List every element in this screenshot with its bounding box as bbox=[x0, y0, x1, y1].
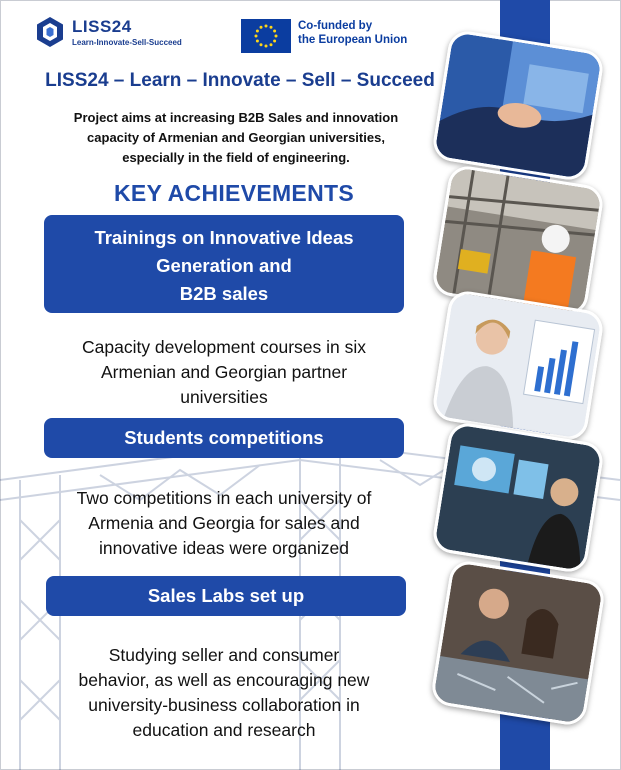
project-aims bbox=[26, 108, 446, 168]
analyst-woman-photo bbox=[431, 289, 606, 443]
eu-line-1: Co-funded by bbox=[298, 20, 373, 32]
eu-line-2: the European Union bbox=[298, 34, 408, 46]
text-line: Armenian and Georgian partner bbox=[100, 362, 348, 382]
eu-cofunded-text bbox=[298, 19, 418, 47]
heading-line: Generation and bbox=[156, 255, 292, 276]
text-line: Capacity development courses in six bbox=[81, 337, 367, 357]
logo-tagline: Learn-Innovate-Sell-Succeed bbox=[72, 38, 182, 47]
aims-line: capacity of Armenian and Georgian universities, bbox=[87, 130, 385, 145]
eu-flag-icon bbox=[241, 19, 291, 53]
text-line: Two competitions in each university of bbox=[76, 488, 372, 508]
text-line: university-business collaboration in bbox=[88, 695, 360, 715]
liss24-logo-icon bbox=[34, 16, 66, 48]
engineer-screens-photo bbox=[431, 421, 606, 575]
heading-line: B2B sales bbox=[179, 283, 269, 304]
liss24-logo bbox=[34, 14, 224, 54]
text-line: Studying seller and consumer bbox=[108, 645, 340, 665]
heading-line: Sales Labs set up bbox=[147, 585, 305, 606]
achievement-heading-competitions bbox=[44, 418, 404, 458]
achievement-heading-trainings bbox=[44, 215, 404, 313]
students-lab-photo bbox=[430, 559, 607, 728]
text-line: Armenia and Georgia for sales and bbox=[88, 513, 360, 533]
achievement-text-competitions bbox=[14, 486, 434, 561]
aims-line: especially in the field of engineering. bbox=[122, 150, 350, 165]
text-line: innovative ideas were organized bbox=[98, 538, 350, 558]
handshake-photo bbox=[431, 29, 606, 183]
achievement-heading-sales-labs bbox=[46, 576, 406, 616]
headline: LISS24 – Learn – Innovate – Sell – Succeed bbox=[45, 70, 435, 91]
key-achievements-title: KEY ACHIEVEMENTS bbox=[114, 180, 354, 206]
achievement-text-trainings bbox=[14, 335, 434, 410]
logo-name: LISS24 bbox=[72, 17, 132, 36]
heading-line: Trainings on Innovative Ideas bbox=[94, 227, 354, 248]
text-line: universities bbox=[180, 387, 268, 407]
heading-line: Students competitions bbox=[124, 427, 324, 448]
text-line: education and research bbox=[132, 720, 316, 740]
text-line: behavior, as well as encouraging new bbox=[78, 670, 370, 690]
achievement-text-sales-labs bbox=[14, 643, 434, 743]
aims-line: Project aims at increasing B2B Sales and innovation bbox=[73, 110, 399, 125]
